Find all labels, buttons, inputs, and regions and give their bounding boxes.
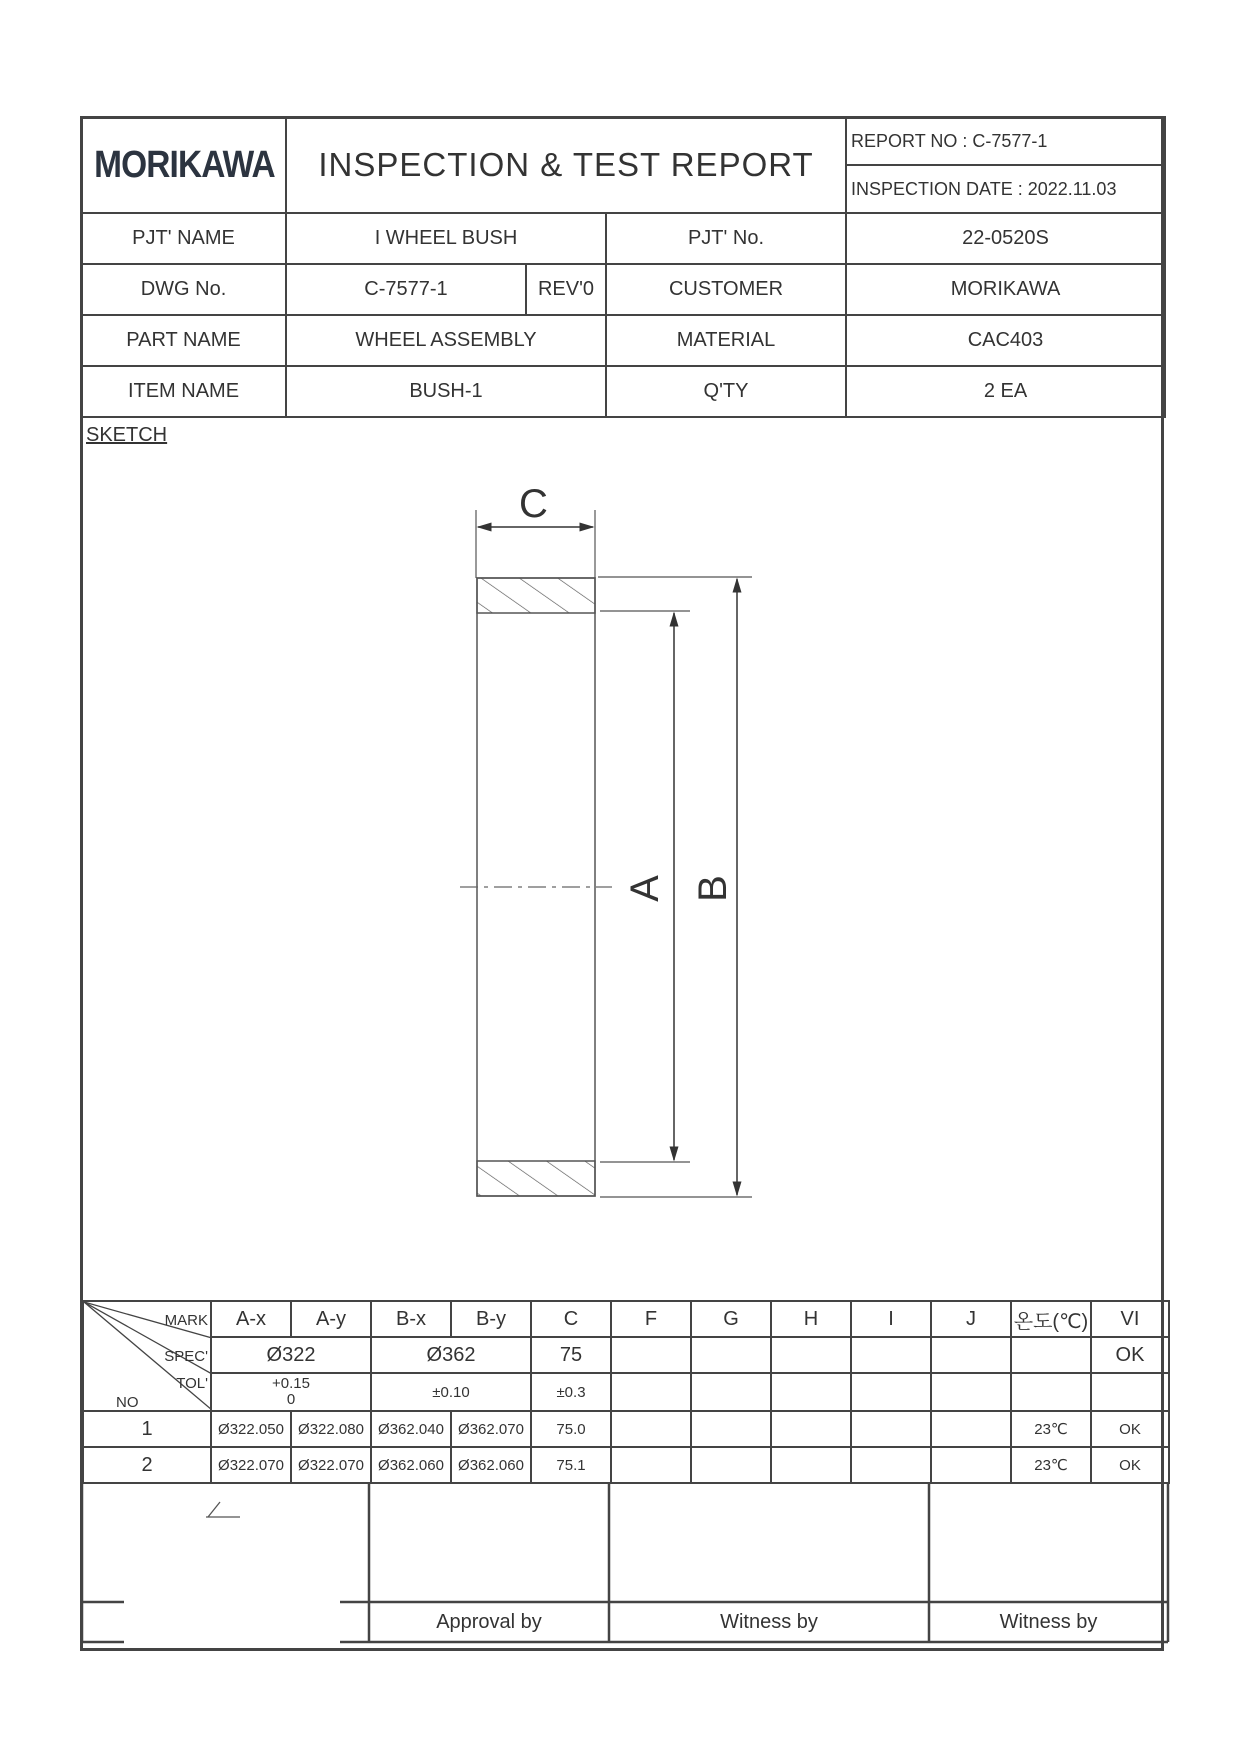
company-logo: MORIKAWA xyxy=(94,143,275,186)
col-by: B-y xyxy=(451,1301,531,1337)
spec-a: Ø322 xyxy=(211,1337,371,1373)
rev-value: REV'0 xyxy=(526,264,606,315)
part-name-value: WHEEL ASSEMBLY xyxy=(286,315,606,366)
signature-mark xyxy=(206,1502,240,1517)
cell-bx: Ø362.040 xyxy=(371,1411,451,1447)
item-name-label: ITEM NAME xyxy=(81,366,286,417)
col-f: F xyxy=(611,1301,691,1337)
cell-vi: OK xyxy=(1091,1447,1169,1483)
approval-label: Approval by xyxy=(436,1611,542,1633)
col-bx: B-x xyxy=(371,1301,451,1337)
customer-label: CUSTOMER xyxy=(606,264,846,315)
qty-label: Q'TY xyxy=(606,366,846,417)
report-title: INSPECTION & TEST REPORT xyxy=(318,146,814,183)
col-vi: VI xyxy=(1091,1301,1169,1337)
spec-b: Ø362 xyxy=(371,1337,531,1373)
tol-a-upper: +0.15 xyxy=(272,1375,310,1392)
inspection-date: INSPECTION DATE : 2022.11.03 xyxy=(846,165,1165,213)
cell-ax: Ø322.070 xyxy=(211,1447,291,1483)
cell-temp: 23℃ xyxy=(1011,1447,1091,1483)
mark-label: MARK xyxy=(164,1312,208,1329)
witness-label-1: Witness by xyxy=(720,1611,818,1633)
tol-label: TOL' xyxy=(176,1375,208,1392)
tol-b: ±0.10 xyxy=(371,1373,531,1411)
pjt-name-value: I WHEEL BUSH xyxy=(286,213,606,264)
sketch-label: SKETCH xyxy=(86,424,168,446)
row-no: 2 xyxy=(83,1447,211,1483)
pjt-no-label: PJT' No. xyxy=(606,213,846,264)
cell-ay: Ø322.080 xyxy=(291,1411,371,1447)
cell-vi: OK xyxy=(1091,1411,1169,1447)
dwg-no-label: DWG No. xyxy=(81,264,286,315)
no-label: NO xyxy=(116,1394,139,1411)
row-no: 1 xyxy=(83,1411,211,1447)
material-value: CAC403 xyxy=(846,315,1165,366)
cell-c: 75.1 xyxy=(531,1447,611,1483)
col-g: G xyxy=(691,1301,771,1337)
cell-ay: Ø322.070 xyxy=(291,1447,371,1483)
cell-temp: 23℃ xyxy=(1011,1411,1091,1447)
cell-c: 75.0 xyxy=(531,1411,611,1447)
cell-by: Ø362.070 xyxy=(451,1411,531,1447)
witness-label-2: Witness by xyxy=(999,1611,1098,1633)
col-temp: 온도(℃) xyxy=(1011,1301,1091,1337)
spec-vi: OK xyxy=(1091,1337,1169,1373)
pjt-name-label: PJT' NAME xyxy=(81,213,286,264)
col-h: H xyxy=(771,1301,851,1337)
pjt-no-value: 22-0520S xyxy=(846,213,1165,264)
tol-a-lower: 0 xyxy=(286,1391,296,1408)
col-ay: A-y xyxy=(291,1301,371,1337)
cell-by: Ø362.060 xyxy=(451,1447,531,1483)
spec-label: SPEC' xyxy=(164,1348,208,1365)
customer-value: MORIKAWA xyxy=(846,264,1165,315)
col-j: J xyxy=(931,1301,1011,1337)
item-name-value: BUSH-1 xyxy=(286,366,606,417)
cell-ax: Ø322.050 xyxy=(211,1411,291,1447)
dim-b-label: B xyxy=(690,875,735,902)
dim-a-label: A xyxy=(622,875,667,902)
report-no: REPORT NO : C-7577-1 xyxy=(846,117,1165,165)
col-c: C xyxy=(531,1301,611,1337)
material-label: MATERIAL xyxy=(606,315,846,366)
cell-bx: Ø362.060 xyxy=(371,1447,451,1483)
part-name-label: PART NAME xyxy=(81,315,286,366)
col-ax: A-x xyxy=(211,1301,291,1337)
dim-c-label: C xyxy=(519,482,548,526)
qty-value: 2 EA xyxy=(846,366,1165,417)
dwg-no-value: C-7577-1 xyxy=(286,264,526,315)
col-i: I xyxy=(851,1301,931,1337)
tol-c: ±0.3 xyxy=(531,1373,611,1411)
spec-c: 75 xyxy=(531,1337,611,1373)
